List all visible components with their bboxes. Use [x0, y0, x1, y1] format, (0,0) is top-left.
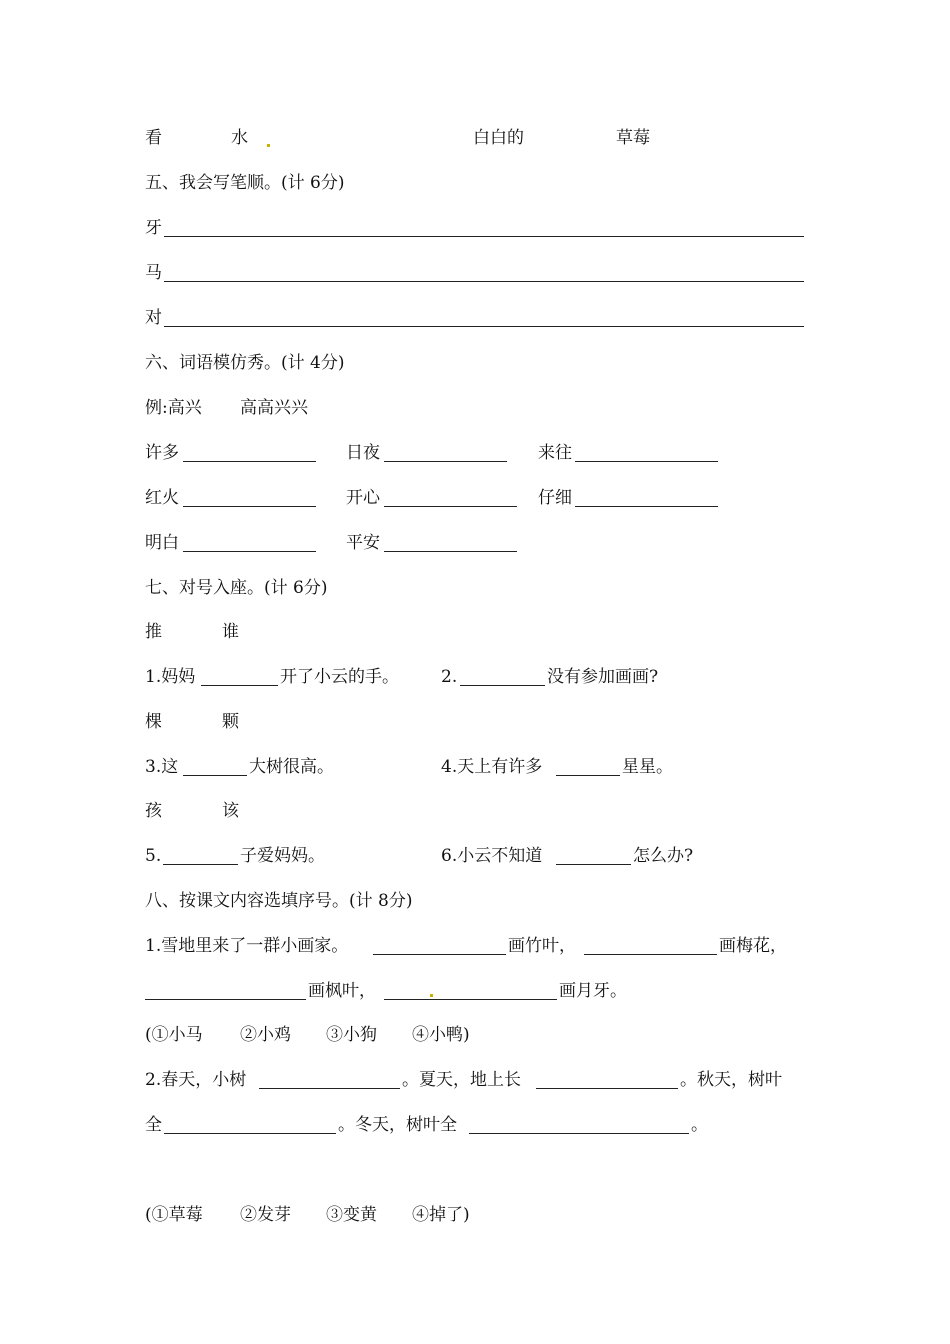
word-laiwang: 来往 — [538, 443, 572, 463]
section-7-title: 七、对号入座。(计 6分) — [145, 578, 328, 598]
s8-q2-option-3: ③变黄 — [326, 1205, 377, 1225]
q3-blank[interactable] — [183, 775, 247, 776]
section-6-title: 六、词语模仿秀。(计 4分) — [145, 353, 345, 373]
pair3-b: 该 — [222, 801, 239, 821]
section-8-title: 八、按课文内容选填序号。(计 8分) — [145, 891, 413, 911]
s8-q1-option-2: ②小鸡 — [240, 1025, 291, 1045]
q1-blank[interactable] — [201, 685, 278, 686]
blank-pingan[interactable] — [384, 551, 517, 552]
s8-q2-option-2: ②发芽 — [240, 1205, 291, 1225]
word-pingan: 平安 — [346, 533, 380, 553]
q2-text-a: 2. — [441, 667, 458, 687]
word-riye: 日夜 — [346, 443, 380, 463]
s8-q2-text-c: 。秋天，树叶 — [680, 1070, 782, 1090]
s8-q2-text-f: 。 — [691, 1115, 708, 1135]
q3-text-b: 大树很高。 — [249, 757, 334, 777]
word-caomei: 草莓 — [616, 128, 650, 148]
q4-text-b: 星星。 — [622, 757, 673, 777]
s8-q2-blank-4[interactable] — [469, 1133, 689, 1134]
word-honghuo: 红火 — [145, 488, 179, 508]
pair3-a: 孩 — [145, 801, 162, 821]
word-shui: 水 — [231, 128, 248, 148]
s8-q1-text-d: 画枫叶， — [308, 981, 376, 1001]
s8-q1-option-3: ③小狗 — [326, 1025, 377, 1045]
s8-q2-blank-1[interactable] — [259, 1088, 400, 1089]
mark-dot-2 — [430, 994, 433, 997]
stroke-line-ya[interactable] — [164, 236, 804, 237]
q4-blank[interactable] — [556, 775, 620, 776]
blank-honghuo[interactable] — [183, 506, 316, 507]
s8-q1-option-4: ④小鸭) — [412, 1025, 470, 1045]
s8-q2-option-4: ④掉了) — [412, 1205, 470, 1225]
stroke-line-ma[interactable] — [164, 281, 804, 282]
example-answer: 高高兴兴 — [240, 398, 308, 418]
blank-riye[interactable] — [384, 461, 507, 462]
s8-q2-blank-2[interactable] — [536, 1088, 678, 1089]
q1-text-b: 开了小云的手。 — [280, 667, 399, 687]
stroke-char-ya: 牙 — [145, 218, 162, 238]
blank-xuduo[interactable] — [183, 461, 316, 462]
blank-kaixin[interactable] — [384, 506, 517, 507]
s8-q1-text-e: 画月牙。 — [559, 981, 627, 1001]
q2-blank[interactable] — [460, 685, 545, 686]
blank-mingbai[interactable] — [183, 551, 316, 552]
q6-text-b: 怎么办? — [633, 846, 694, 866]
s8-q2-text-e: 。冬天，树叶全 — [338, 1115, 457, 1135]
s8-q1-blank-2[interactable] — [584, 954, 717, 955]
q3-text-a: 3.这 — [145, 757, 179, 777]
q5-text-b: 子爱妈妈。 — [240, 846, 325, 866]
s8-q1-blank-4[interactable] — [384, 999, 557, 1000]
stroke-line-dui[interactable] — [164, 326, 804, 327]
q6-text-a: 6.小云不知道 — [441, 846, 543, 866]
s8-q2-option-1: (①草莓 — [145, 1205, 203, 1225]
word-kaixin: 开心 — [346, 488, 380, 508]
mark-dot — [267, 144, 270, 147]
s8-q2-text-b: 。夏天，地上长 — [402, 1070, 521, 1090]
example-label: 例:高兴 — [145, 398, 202, 418]
q5-text-a: 5. — [145, 846, 162, 866]
stroke-char-ma: 马 — [145, 263, 162, 283]
stroke-char-dui: 对 — [145, 308, 162, 328]
blank-zixi[interactable] — [575, 506, 718, 507]
word-xuduo: 许多 — [145, 443, 179, 463]
word-zixi: 仔细 — [538, 488, 572, 508]
s8-q1-text-b: 画竹叶， — [508, 936, 576, 956]
q1-text-a: 1.妈妈 — [145, 667, 196, 687]
q4-text-a: 4.天上有许多 — [441, 757, 543, 777]
word-kan: 看 — [145, 128, 162, 148]
pair2-b: 颗 — [222, 712, 239, 732]
s8-q1-blank-3[interactable] — [145, 999, 306, 1000]
s8-q1-blank-1[interactable] — [373, 954, 506, 955]
blank-laiwang[interactable] — [575, 461, 718, 462]
q5-blank[interactable] — [163, 864, 238, 865]
section-5-title: 五、我会写笔顺。(计 6分) — [145, 173, 345, 193]
s8-q1-option-1: (①小马 — [145, 1025, 203, 1045]
q6-blank[interactable] — [556, 864, 631, 865]
pair1-b: 谁 — [222, 622, 239, 642]
s8-q1-text-c: 画梅花， — [719, 936, 787, 956]
s8-q2-text-a: 2.春天，小树 — [145, 1070, 247, 1090]
s8-q2-text-d: 全 — [145, 1115, 162, 1135]
word-mingbai: 明白 — [145, 533, 179, 553]
pair1-a: 推 — [145, 622, 162, 642]
q2-text-b: 没有参加画画? — [547, 667, 659, 687]
word-baibaide: 白白的 — [473, 128, 524, 148]
s8-q2-blank-3[interactable] — [164, 1133, 336, 1134]
s8-q1-text-a: 1.雪地里来了一群小画家。 — [145, 936, 349, 956]
pair2-a: 棵 — [145, 712, 162, 732]
